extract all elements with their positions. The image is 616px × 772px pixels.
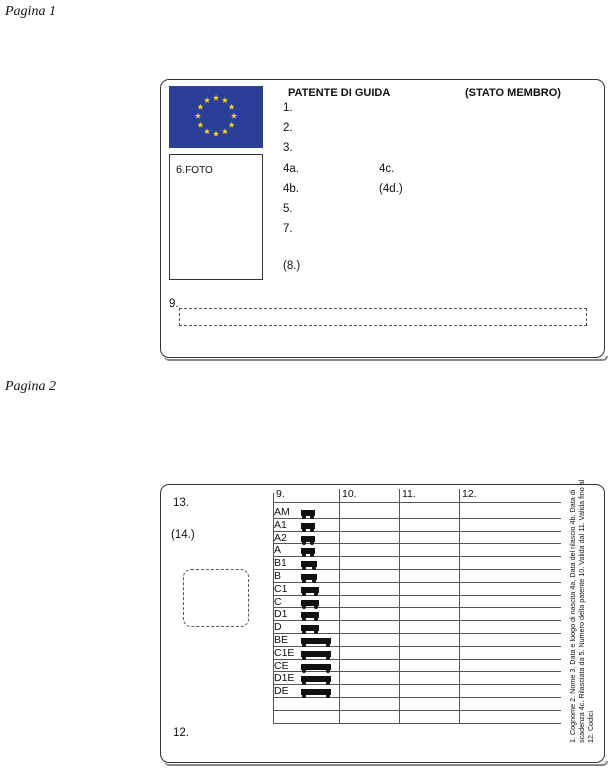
eu-star-icon	[204, 128, 210, 134]
field-2: 2.	[283, 122, 293, 134]
eu-star-icon	[222, 128, 228, 134]
category-label: A2	[274, 531, 287, 544]
eu-star-icon	[229, 104, 235, 110]
eu-star-icon	[204, 97, 210, 103]
eu-star-icon	[213, 131, 219, 137]
field-1: 1.	[283, 102, 293, 114]
field-4d: (4d.)	[379, 183, 403, 195]
field-4a: 4a.	[283, 163, 299, 175]
vehicle-icon	[301, 506, 315, 517]
page-1-label: Pagina 1	[5, 4, 56, 19]
field-3: 3.	[283, 142, 293, 154]
hologram-area	[183, 569, 249, 627]
table-header: 10.	[342, 488, 357, 500]
eu-star-icon	[213, 95, 219, 101]
category-label: B	[274, 570, 282, 582]
field-14: (14.)	[171, 529, 195, 541]
eu-star-icon	[231, 113, 237, 119]
category-label: C1	[274, 582, 288, 595]
eu-star-icon	[222, 97, 228, 103]
field-9-box	[179, 308, 587, 326]
vehicle-icon	[301, 621, 319, 632]
vehicle-icon	[301, 647, 331, 658]
category-label: C1E	[274, 646, 295, 659]
vehicle-icon	[301, 583, 319, 594]
table-column-line	[399, 489, 400, 723]
vehicle-icon	[301, 672, 331, 683]
vehicle-icon	[301, 634, 331, 645]
vehicle-icon	[301, 519, 315, 530]
vehicle-icon	[301, 608, 319, 619]
table-row-line	[273, 710, 561, 711]
field-4c: 4c.	[379, 163, 395, 175]
table-header: 11.	[402, 488, 416, 500]
field-8: (8.)	[283, 260, 301, 272]
category-label: A1	[274, 518, 287, 531]
field-5: 5.	[283, 203, 293, 215]
vehicle-icon	[301, 660, 331, 671]
eu-star-icon	[195, 113, 201, 119]
field-13: 13.	[173, 497, 189, 509]
vehicle-icon	[301, 570, 317, 581]
vehicle-icon	[301, 685, 331, 696]
category-label: DE	[274, 685, 289, 698]
category-label: D	[274, 621, 282, 634]
page-2-label: Pagina 2	[5, 379, 56, 394]
category-label: A	[274, 544, 282, 557]
licence-title: PATENTE DI GUIDA	[288, 87, 391, 99]
licence-back-card	[160, 479, 605, 763]
table-header: 12.	[462, 488, 477, 500]
table-row-line	[273, 531, 561, 532]
table-column-line	[459, 489, 460, 723]
category-label: AM	[274, 506, 290, 518]
eu-star-icon	[229, 122, 235, 128]
photo-number: 6.	[176, 164, 186, 176]
table-row-line	[273, 502, 561, 503]
legend-text: 1. Cognome 2. Nome 3. Data e luogo di nascita 4a. Data del rilascio 4b. Data di scadenza 4c. Rilasciata da 5. Numero della patente 10. Valida dal 11. Valida fino al 12. Codici	[568, 479, 595, 743]
category-label: D1	[274, 608, 288, 621]
licence-front-card	[160, 79, 605, 358]
category-label: CE	[274, 659, 289, 672]
vehicle-icon	[301, 596, 319, 607]
field-9: 9.	[169, 298, 179, 310]
category-label: BE	[274, 634, 289, 646]
table-row-line	[273, 723, 561, 724]
vehicle-icon	[301, 532, 315, 543]
vehicle-icon	[301, 557, 317, 568]
field-4b: 4b.	[283, 183, 299, 195]
eu-star-icon	[197, 122, 203, 128]
table-row-line	[273, 518, 561, 519]
vehicle-icon	[301, 544, 315, 555]
photo-area	[169, 154, 263, 280]
field-7: 7.	[283, 223, 293, 235]
field-12: 12.	[173, 727, 189, 739]
eu-star-icon	[197, 104, 203, 110]
eu-flag-icon	[169, 86, 263, 148]
category-label: B1	[274, 557, 287, 570]
category-label: C	[274, 595, 282, 608]
category-label: D1E	[274, 672, 295, 685]
table-header: 9.	[276, 488, 285, 500]
table-row-line	[273, 543, 561, 544]
photo-label: FOTO	[185, 165, 213, 176]
table-column-line	[339, 489, 340, 723]
member-state: (STATO MEMBRO)	[465, 87, 561, 99]
